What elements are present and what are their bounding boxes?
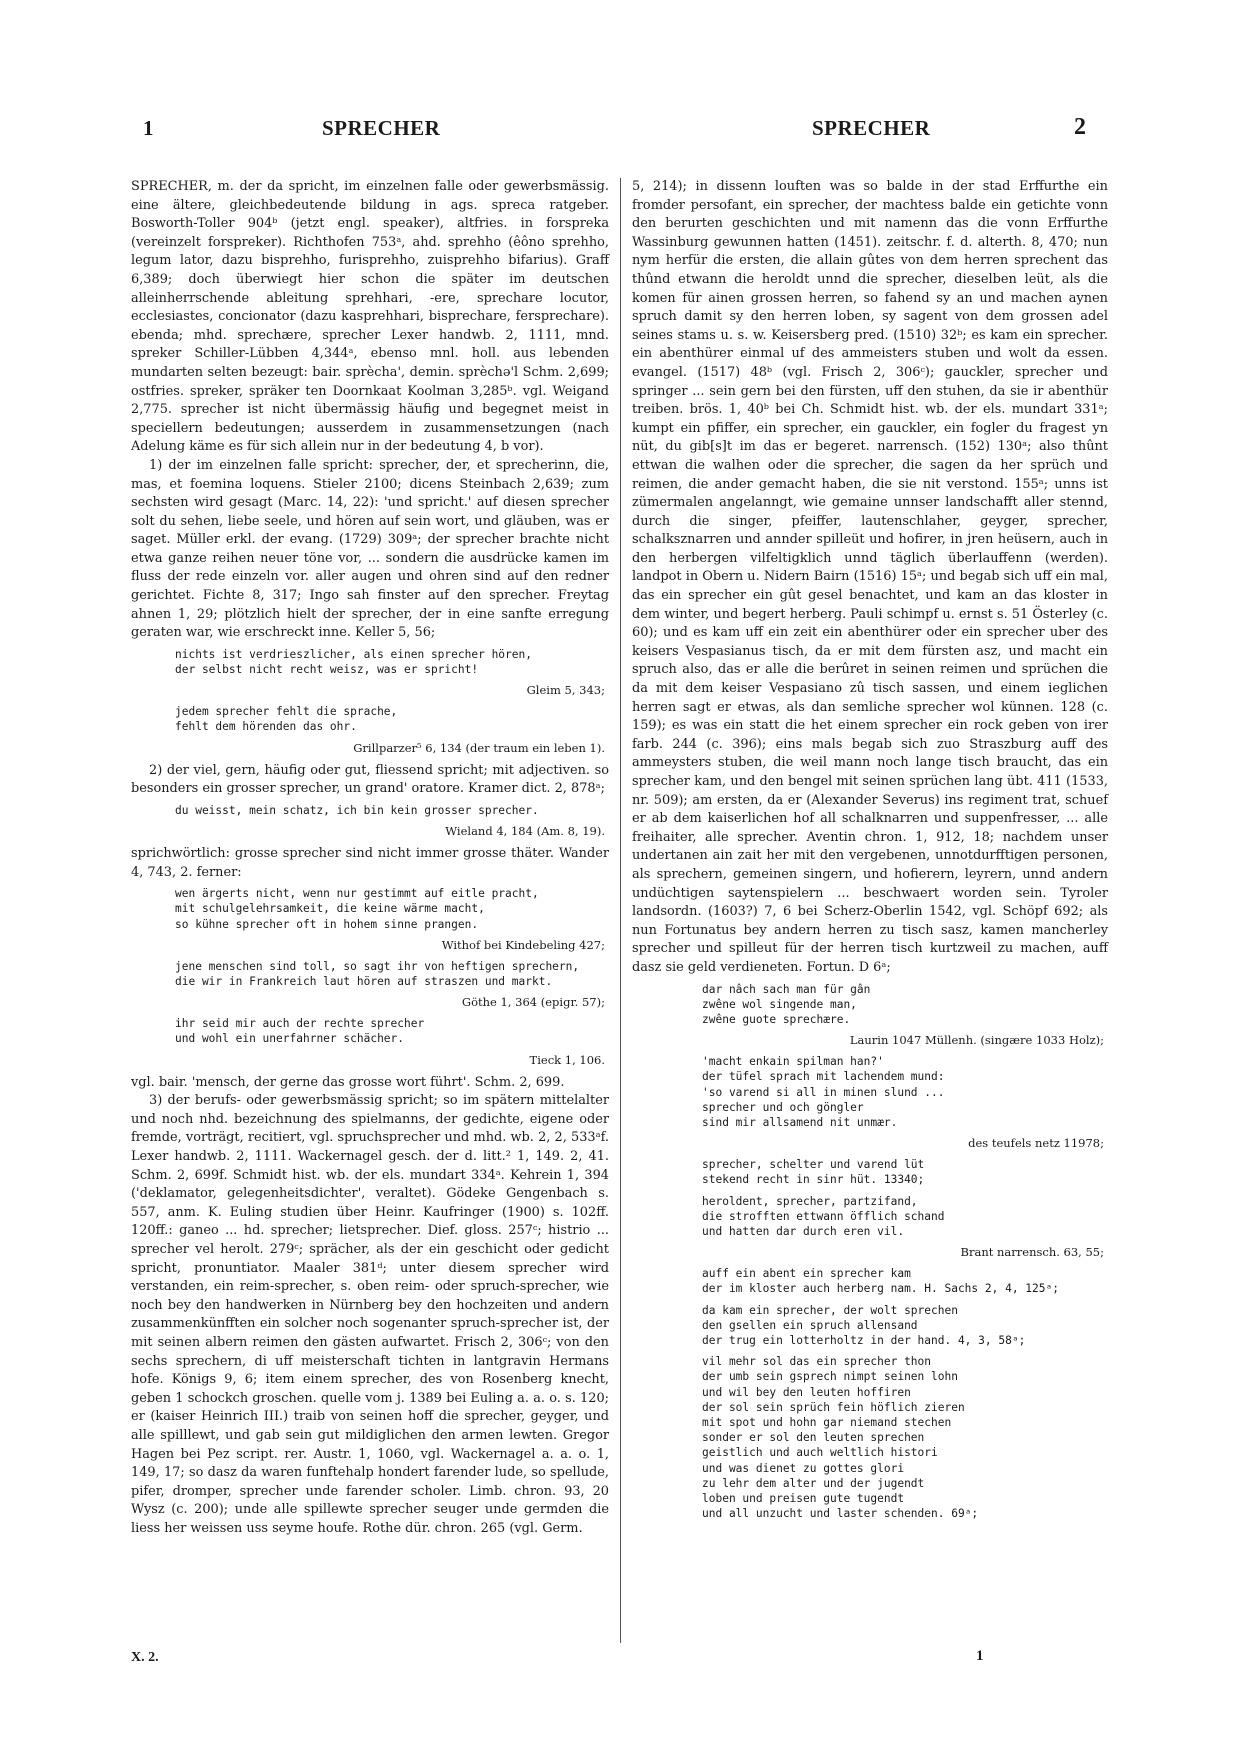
proverb-paragraph: sprichwörtlich: grosse sprecher sind nicht immer grosse thäter. Wander 4, 743, 2. ferner: xyxy=(131,846,609,880)
quotation-source: Brant narrensch. 63, 55; xyxy=(960,1245,1104,1260)
quotation-source: Gleim 5, 343; xyxy=(526,683,605,698)
quotation-source: Withof bei Kindebeling 427; xyxy=(441,937,605,952)
quotation: sprecher, schelter und varend lüt stekend recht in sinr hüt. 13340; xyxy=(702,1158,925,1187)
quotation: 'macht enkain spilman han?' der tüfel sprach mit lachendem mund: 'so varend si all in minen slund ... sprecher und och göngler sind mir allsamend nit unmær. xyxy=(702,1055,945,1129)
right-page-number: 2 xyxy=(1074,114,1086,140)
quotation: wen ärgerts nicht, wenn nur gestimmt auf eitle pracht, mit schulgelehrsamkeit, die keine wärme macht, so kühne sprecher oft in hohem sinne prangen. xyxy=(175,887,539,931)
page-header xyxy=(0,108,1241,148)
sense-1-paragraph: 1) der im einzelnen falle spricht: sprecher, der, et sprecherinn, die, mas, et foemina loquens. Stieler 2100; dicens Steinbach 2,639; zum sechsten wird gesagt (Marc. 14, 22): 'und spricht.' auf diesen sprecher solt du sehen, liebe seele, und hören auf sein wort, und gläuben, was er saget. Müller erkl. der evang. (1729) 309ᵃ; der sprecher brachte nicht etwa ganze reihen neuer töne vor, ... sondern die ausdrücke kamen im fluss der rede einzeln vor. aller augen und ohren sind auf den redner gerichtet. Fichte 8, 317; Ingo sah finster auf den sprecher. Freytag ahnen 1, 29; plötzlich hielt der sprecher, der in eine sanfte erregung geraten war, wie erschreckt inne. Keller 5, 56; xyxy=(131,457,609,641)
quotation: auff ein abent ein sprecher kam der im kloster auch herberg nam. H. Sachs 2, 4, 125ᵃ; xyxy=(702,1267,1059,1296)
quotation: jene menschen sind toll, so sagt ihr von heftigen sprechern, die wir in Frankreich laut hören auf straszen und markt. xyxy=(175,959,580,989)
quotation: da kam ein sprecher, der wolt sprechen den gsellen ein spruch allensand der trug ein lotterholtz in der hand. 4, 3, 58ᵃ; xyxy=(702,1303,1026,1347)
quotation: heroldent, sprecher, partzifand, die strofften ettwann öfflich schand und hatten dar durch eren vil. xyxy=(702,1194,945,1238)
sense-3-paragraph: 3) der berufs- oder gewerbsmässig spricht; so im spätern mittelalter und noch nhd. bezeichnung des spielmanns, der gedichte, eigene oder fremde, vorträgt, recitiert, vgl. spruchsprecher und mhd. wb. 2, 2, 533ᵃf. Lexer handwb. 2, 1111. Wackernagel gesch. der d. litt.² 1, 149. 2, 41. Schm. 2, 699f. Schmidt hist. wb. der els. mundart 334ᵃ. Kehrein 1, 394 ('deklamator, gelegenheitsdichter', veraltet). Gödeke Gengenbach s. 557, anm. K. Euling studien über Heinr. Kaufringer (1900) s. 102ff. 120ff.: ganeo ... hd. sprecher; lietsprecher. Dief. gloss. 257ᶜ; histrio ... sprecher vel herolt. 279ᶜ; sprächer, als der ein geschicht oder gedicht spricht, pronuntiator. Maaler 381ᵈ; unter diesem sprecher wird verstanden, ein reim-sprecher, s. oben reim- oder spruch-sprecher, wie noch bey den handwerken in Nürnberg bey den hochzeiten und andern zusammenkünfften ein solcher noch sogenanter spruch-sprecher ist, der mit seinen albern reimen den gästen aufwartet. Frisch 2, 306ᶜ; von den sechs sprechern, di uff meisterschaft tichten in lantgravin Hermans hofe. Königs 9, 6; item einem sprecher, des von Rosenberg knecht, geben 1 schockch groschen. quelle vom j. 1389 bei Euling a. a. o. s. 120; er (kaiser Heinrich III.) traib von seinen hoff die sprecher, geyger, und alle spilllewt, und gab sein gut mildiglichen den armen lewten. Gregor Hagen bei Pez script. rer. Austr. 1, 1060, vgl. Wackernagel a. a. o. 1, 149, 17; so dasz da waren funftehalp hondert farender lude, so spellude, pifer, dromper, sprecher unde farender scholer. Limb. chron. 93, 20 Wysz (c. 200); unde alle spillewte sprecher seuger unde germden die liess her weissen uss seyme houfe. Rothe dür. chron. 265 (vgl. Germ. xyxy=(131,1093,609,1536)
quotation: jedem sprecher fehlt die sprache, fehlt dem hörenden das ohr. xyxy=(175,705,398,734)
quotation-source: des teufels netz 11978; xyxy=(968,1136,1104,1151)
quotation: vil mehr sol das ein sprecher thon der umb sein gsprech nimpt seinen lohn und wil bey den leuten hoffiren der sol sein sprüch fein höflich zieren mit spot und hohn gar niemand stechen sonder er sol den leuten sprechen geistlich und auch weltlich histori und was dienet zu gottes glori zu lehr dem alter und der jugendt loben und preisen gute tugendt und all unzucht und laster schenden. 69ᵃ; xyxy=(702,1355,979,1521)
signature-mark: X. 2. xyxy=(131,1650,159,1665)
quotation: du weisst, mein schatz, ich bin kein grosser sprecher. xyxy=(175,803,539,817)
quotation-source: Laurin 1047 Müllenh. (singære 1033 Holz); xyxy=(849,1033,1104,1048)
page-marker: 1 xyxy=(976,1648,984,1664)
entry-head-paragraph: SPRECHER, m. der da spricht, im einzelnen falle oder gewerbsmässig. eine ältere, gleichbedeutende bildung in ags. spreca ratgeber. Bosworth-Toller 904ᵇ (jetzt engl. speaker), altfries. in forspreka (vereinzelt forspreker). Richthofen 753ᵃ, ahd. sprehho (êôno sprehho, legum lator, dazu bisprehho, furisprehho, zuisprehho bifarius). Graff 6,389; doch überwiegt hier schon die später im deutschen alleinherrschende ableitung sprehhari, -ere, sprechare locutor, ecclesiastes, concionator (dazu kasprehhari, bisprechare, fersprechare). ebenda; mhd. sprechære, sprecher Lexer handwb. 2, 1111, mnd. spreker Schiller-Lübben 4,344ᵃ, ebenso mnl. holl. aus lebenden mundarten selten bezeugt: bair. sprècha', demin. sprèchə'l Schm. 2,699; ostfries. spreker, spräker ten Doornkaat Koolman 3,285ᵇ. vgl. Weigand 2,775. sprecher ist nicht übermässig häufig und begegnet meist in speciellern bedeutungen; ausserdem in zusammensetzungen (nach Adelung käme es für sich allein nur in der bedeutung 4, b vor). xyxy=(131,179,609,455)
right-running-title: SPRECHER xyxy=(812,116,931,140)
left-page-number: 1 xyxy=(143,116,154,140)
quotation-source: Göthe 1, 364 (epigr. 57); xyxy=(461,995,605,1010)
left-running-title: SPRECHER xyxy=(322,116,441,140)
cross-reference-paragraph: vgl. bair. 'mensch, der gerne das grosse wort führt'. Schm. 2, 699. xyxy=(131,1074,565,1090)
continuation-paragraph: 5, 214); in dissenn louften was so balde in der stad Erffurthe ein fromder persofant, ein sprecher, der machtess balde ein getichte vonn den berurten geschichten und mit namenn das die vonn Erffurthe Wassinburg gewunnen hatten (1451). zeitschr. f. d. alterth. 8, 470; nun nym herfür die ersten, die allain gûtes von dem herren sprechent das thûnd etwann die heroldt unnd die sprecher, dieselben leüt, als die komen für ainen grossen herren, so fahend sy an und machen aynen spruch damit sy den herren loben, sy sagent von dem grossen adel seines stams u. s. w. Keisersberg pred. (1510) 32ᵇ; es kam ein sprecher. ein abenthürer einmal uf des ammeisters stuben und wolt da essen. evangel. (1517) 48ᵇ (vgl. Frisch 2, 306ᶜ); gauckler, sprecher und springer ... sein gern bei den fürsten, uff den stuhen, da sie ir abenthür treiben. brös. 1, 40ᵇ bei Ch. Schmidt hist. wb. der els. mundart 331ᵃ; kumpt ein pfiffer, ein sprecher, ein gauckler, ein fogler du fragest yn nüt, du gib[s]t im das er begeret. narrensch. (152) 130ᵃ; also thûnt ettwan die walhen oder die sprecher, die sagen da her sprüch und reimen, die ander gemacht haben, die sie nit verstond. 155ᵃ; unns ist zümermalen angelanngt, wie gemaine unnser landschafft aller stennd, durch die singer, pfeiffer, lautenschlaher, geyger, sprecher, schalksznarren und annder spilleüt und hofirer, in jren heüsern, auch in den herbergen vilfeltigklich unnd täglich überlauffenn (werden). landpot in Obern u. Nidern Bairn (1516) 15ᵃ; und begab sich uff ein mal, das ein sprecher ein gût gesel benachtet, und kam an das kloster in dem winter, und begert herberg. Pauli schimpf u. ernst s. 51 Österley (c. 60); und es kam uff ein zeit ein abenthürer oder ein sprecher uber des keisers Vespasianus tisch, da er mit dem fürsten asz, und macht ein spruch also, das er alle die berûret in seinen reimen und sprüchen die da mit dem keiser Vespasiano zû tisch sassen, und einem ieglichen herren sagt er etwas, als dan semliche sprecher wol künnen. 128 (c. 159); es was ein statt die het einem sprecher ein rock geben von irer farb. 244 (c. 396); eins mals begab sich zuo Straszburg auff des ammeysters stuben, die weil mann noch lange tisch braucht, das ein sprecher kam, und den bengel mit seinen sprüchen lang übt. 411 (1533, nr. 509); am ersten, da er (Alexander Severus) ins regiment trat, schuef er ab dem kaiserlichen hof all schalknarren und suppenfresser, ... alle freihaiter, alle sprecher. Aventin chron. 1, 912, 18; nachdem unser undertanen ain zait her mit den vergebenen, unnotdurfftigen personen, als sprechern, gemeinen singern, und hofierern, leyrern, unnd andern undüchtigen saytenspielern ... beschwaert worden sein. Tyroler landsordn. (1603?) 7, 6 bei Scherz-Oberlin 1542, vgl. Schöpf 692; als nun Fortunatus bey andern herren zu tisch sasz, kamen mancherley sprecher und spilleut für der herren tisch kurtzweil zu machen, auff dasz sie geld verdieneten. Fortun. D 6ᵃ; xyxy=(632,179,1108,975)
quotation: ihr seid mir auch der rechte sprecher und wohl ein unerfahrner schächer. xyxy=(175,1017,425,1046)
quotation: nichts ist verdrieszlicher, als einen sprecher hören, der selbst nicht recht weisz, was er spricht! xyxy=(175,647,532,677)
left-column xyxy=(131,178,609,1539)
quotation-source: Tieck 1, 106. xyxy=(529,1052,605,1067)
column-divider xyxy=(620,178,621,1643)
quotation-source: Grillparzer⁵ 6, 134 (der traum ein leben 1). xyxy=(353,740,605,755)
quotation: dar nâch sach man für gân zwêne wol singende man, zwêne guote sprechære. xyxy=(702,982,871,1026)
sense-2-paragraph: 2) der viel, gern, häufig oder gut, fliessend spricht; mit adjectiven. so besonders ein grosser sprecher, un grand' oratore. Kramer dict. 2, 878ᵃ; xyxy=(131,762,609,797)
quotation-source: Wieland 4, 184 (Am. 8, 19). xyxy=(445,824,605,839)
right-column xyxy=(632,178,1108,1527)
